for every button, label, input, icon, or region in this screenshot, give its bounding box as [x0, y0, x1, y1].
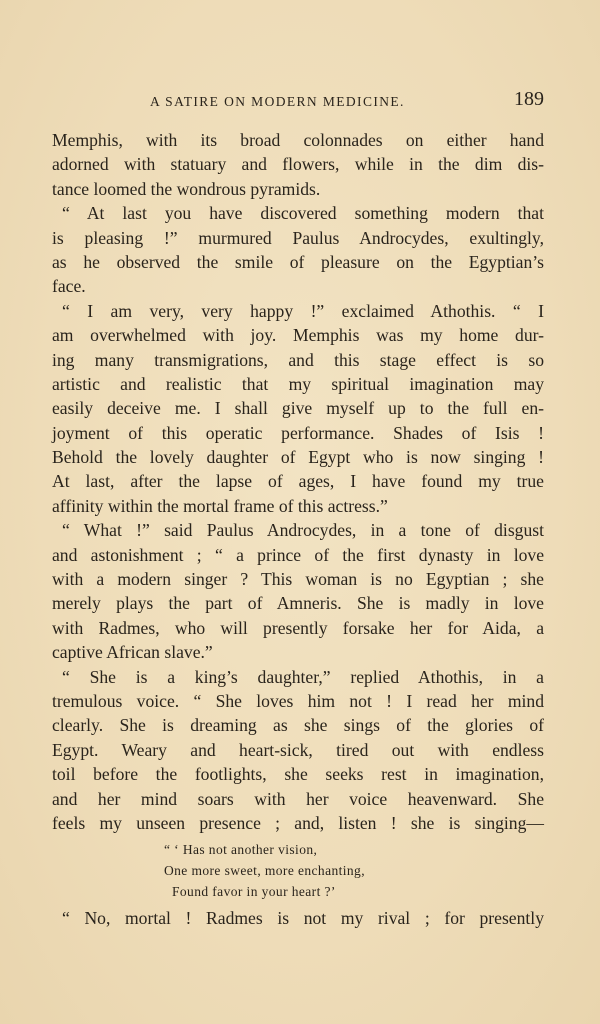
text-line: and astonishment ; “ a prince of the first dynasty in love — [52, 544, 544, 565]
text-line: face. — [52, 276, 86, 297]
text-line: clearly. She is dreaming as she sings of the glories of — [52, 715, 544, 736]
text-line: am overwhelmed with joy. Memphis was my home dur- — [52, 325, 544, 346]
text-line: “ She is a king’s daughter,” replied Athothis, in a — [62, 666, 544, 687]
text-line: Egypt. Weary and heart-sick, tired out with endless — [52, 739, 544, 760]
verse-line: “ ‘ Has not another vision, — [164, 842, 318, 858]
verse-line: One more sweet, more enchanting, — [164, 863, 365, 879]
running-title: A SATIRE ON MODERN MEDICINE. — [150, 94, 405, 109]
page-number: 189 — [514, 88, 544, 110]
text-line: At last, after the lapse of ages, I have found my true — [52, 471, 544, 492]
text-line: “ No, mortal ! Radmes is not my rival ; for presently — [62, 908, 544, 929]
text-line: “ What !” said Paulus Androcydes, in a tone of disgust — [62, 520, 544, 541]
text-line: “ At last you have discovered something modern that — [62, 203, 544, 224]
text-line: Behold the lovely daughter of Egypt who is now singing ! — [52, 447, 544, 468]
text-line: toil before the footlights, she seeks rest in imagination, — [52, 764, 544, 785]
text-line: tance loomed the wondrous pyramids. — [52, 178, 321, 199]
page-header — [52, 88, 544, 118]
text-line: ing many transmigrations, and this stage effect is so — [52, 349, 544, 370]
text-line: as he observed the smile of pleasure on the Egyptian’s — [52, 251, 544, 272]
text-line: feels my unseen presence ; and, listen ! she is singing— — [52, 812, 544, 833]
text-line: merely plays the part of Amneris. She is madly in love — [52, 593, 544, 614]
text-line: joyment of this operatic performance. Shades of Isis ! — [52, 422, 544, 443]
body-text — [52, 128, 544, 931]
text-line: Memphis, with its broad colonnades on either hand — [52, 130, 544, 150]
text-line: tremulous voice. “ She loves him not ! I read her mind — [52, 690, 544, 711]
verse-quote — [52, 839, 544, 902]
book-page — [52, 88, 544, 931]
text-line: with Radmes, who will presently forsake her for Aida, a — [52, 617, 544, 638]
text-line: easily deceive me. I shall give myself up to the full en- — [52, 398, 544, 419]
text-line: “ I am very, very happy !” exclaimed Athothis. “ I — [62, 300, 544, 321]
text-line: and her mind soars with her voice heavenward. She — [52, 788, 544, 809]
text-line: captive African slave.” — [52, 642, 213, 663]
text-line: is pleasing !” murmured Paulus Androcydes, exultingly, — [52, 227, 544, 248]
verse-line: Found favor in your heart ?’ — [172, 884, 336, 900]
text-line: with a modern singer ? This woman is no Egyptian ; she — [52, 569, 544, 590]
text-line: affinity within the mortal frame of this actress.” — [52, 495, 388, 516]
text-line: adorned with statuary and flowers, while in the dim dis- — [52, 154, 544, 175]
text-line: artistic and realistic that my spiritual imagination may — [52, 373, 544, 394]
